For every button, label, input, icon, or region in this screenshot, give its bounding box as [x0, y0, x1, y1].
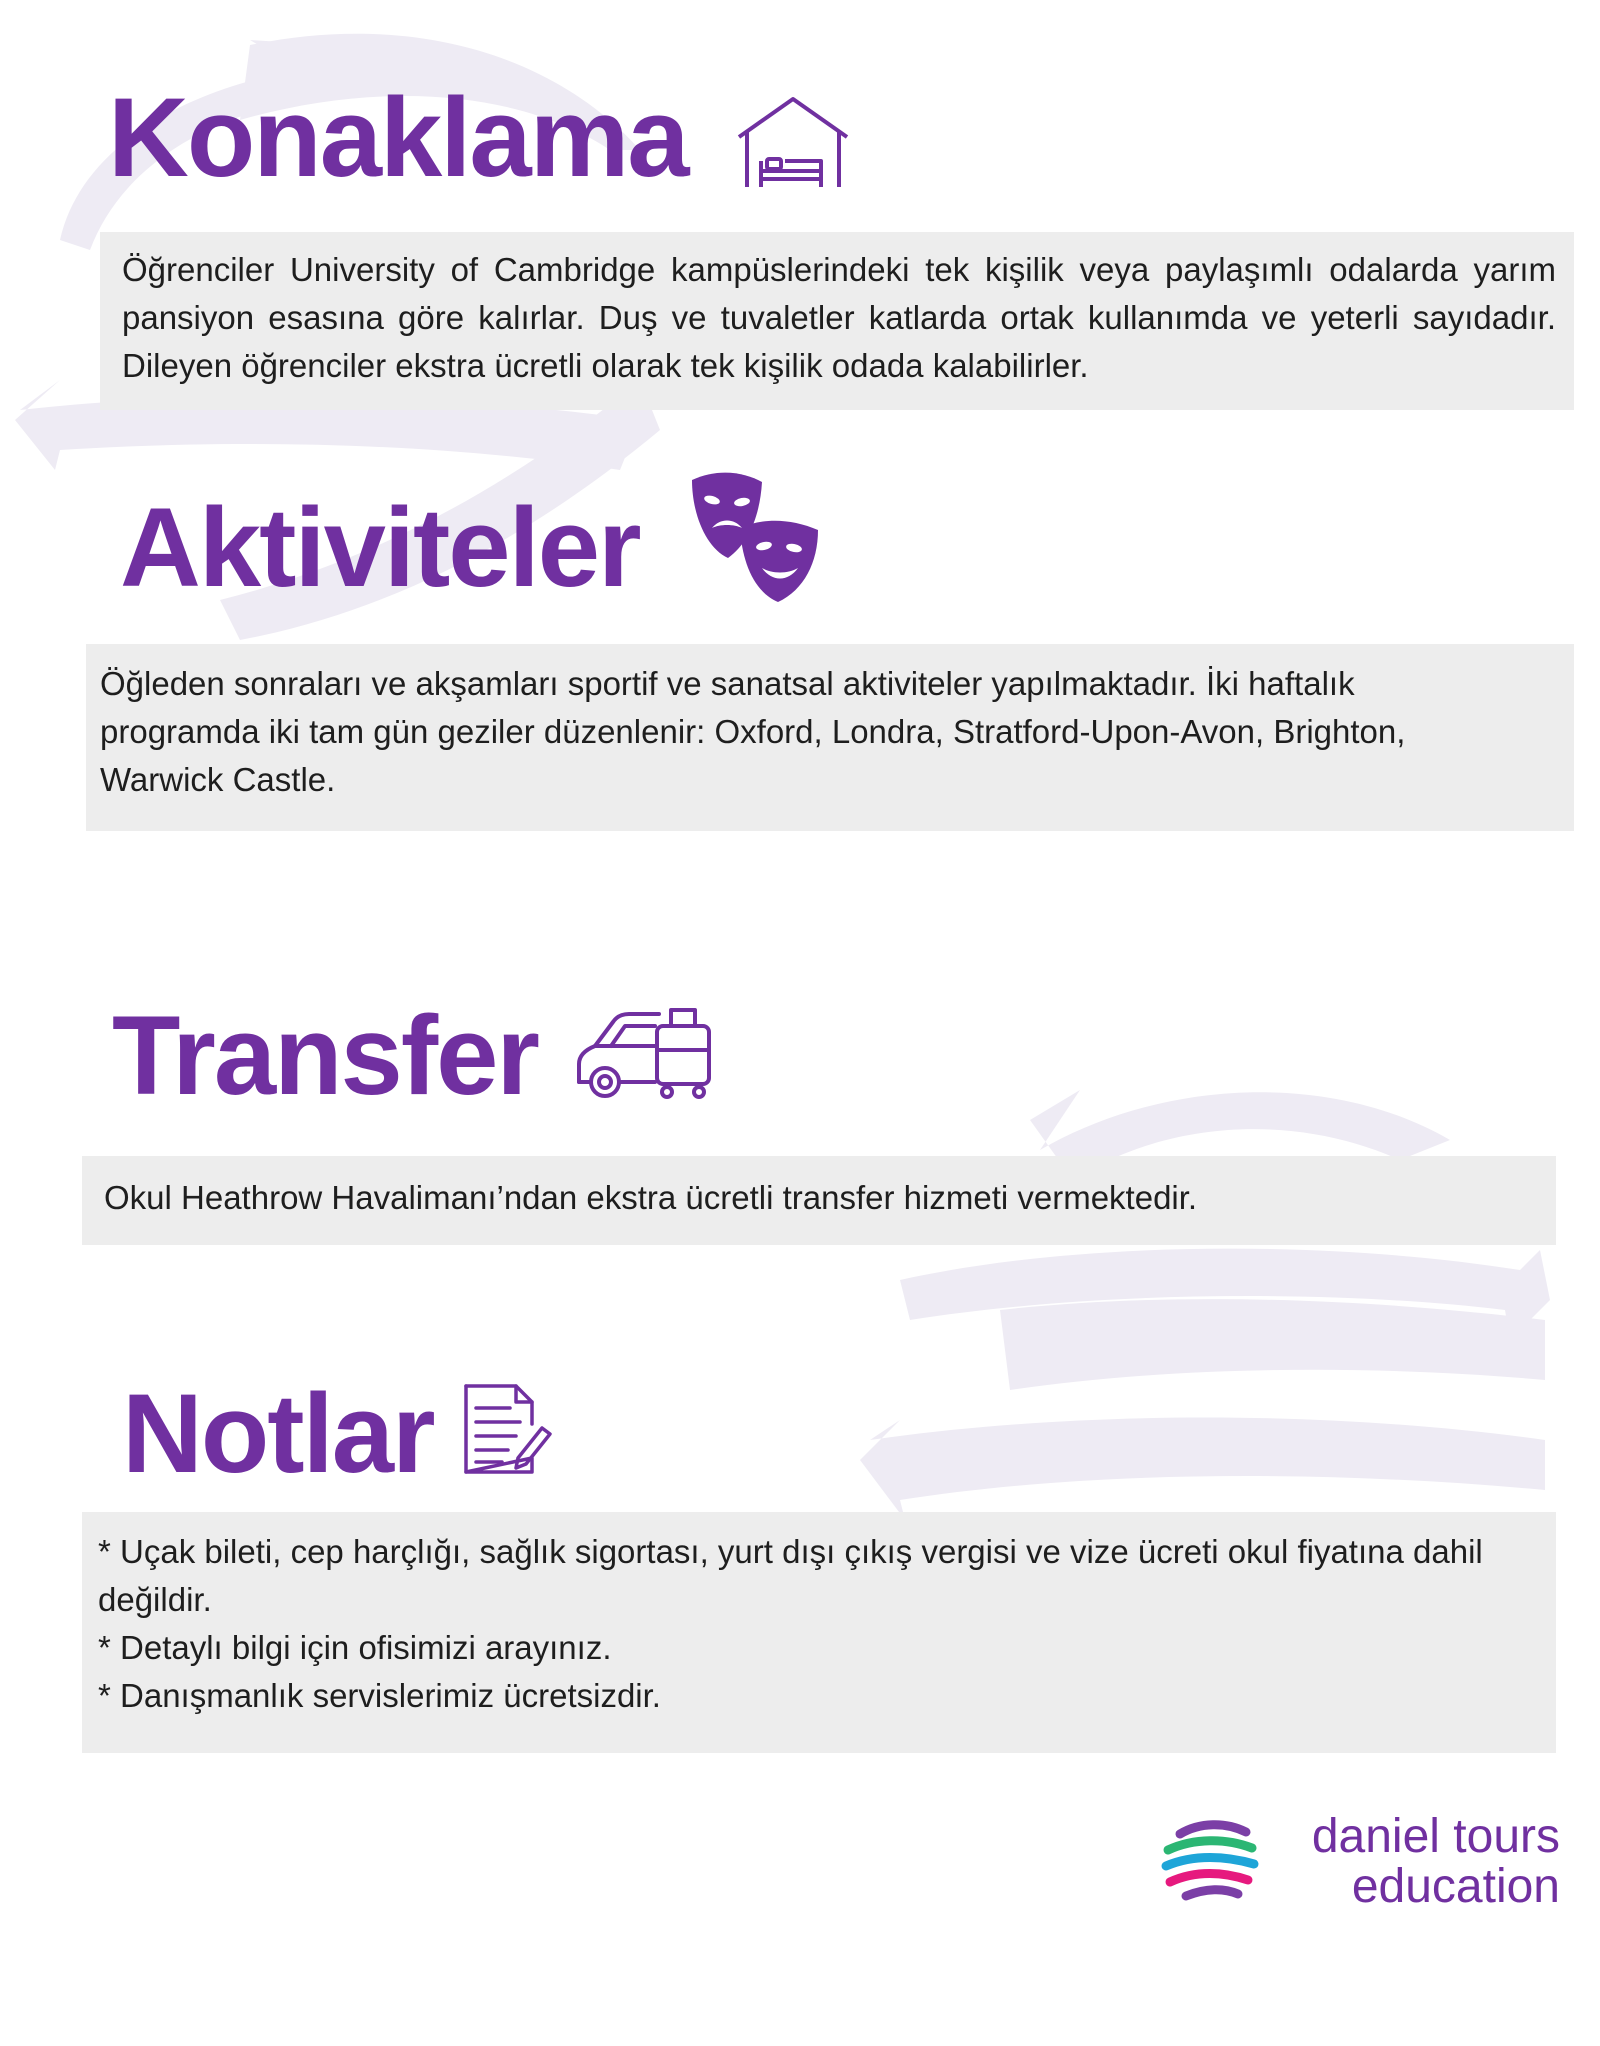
- car-luggage-icon: [575, 1006, 715, 1100]
- accommodation-text-box: [100, 232, 1574, 410]
- section-title-accommodation: Konaklama: [108, 75, 688, 200]
- accommodation-text: Öğrenciler University of Cambridge kampüslerindeki tek kişilik veya paylaşımlı odalarda yarım pansiyon esasına göre kalırlar. Duş ve tuvaletler katlarda ortak kullanımda ve yeterli sayıdadır. Dileyen öğrenciler ekstra ücretli olarak tek kişilik odada kalabilirler.: [122, 251, 1556, 384]
- theater-masks-icon: [688, 470, 828, 604]
- transfer-text-box: [82, 1156, 1556, 1245]
- notes-item-3: * Danışmanlık servislerimiz ücretsizdir.: [98, 1677, 661, 1714]
- activities-text: Öğleden sonraları ve akşamları sportif ve sanatsal aktiviteler yapılmaktadır. İki haftalık programda iki tam gün geziler düzenlenir: Oxford, Londra, Stratford-Upon-Avon, Brighton, Warwick Castle.: [100, 665, 1406, 798]
- notes-text-box: [82, 1512, 1556, 1753]
- document-pen-icon: [462, 1382, 552, 1476]
- logo-swirl-icon: [1160, 1816, 1260, 1906]
- activities-text-box: [86, 644, 1574, 831]
- notes-item-2: * Detaylı bilgi için ofisimizi arayınız.: [98, 1629, 612, 1666]
- logo-text-line1: daniel tours: [1311, 1810, 1560, 1863]
- section-title-transfer: Transfer: [112, 993, 538, 1118]
- daniel-tours-logo: [1160, 1812, 1560, 1922]
- section-title-notes: Notlar: [122, 1371, 434, 1496]
- transfer-text: Okul Heathrow Havalimanı’ndan ekstra ücretli transfer hizmeti vermektedir.: [104, 1179, 1198, 1216]
- notes-item-1: * Uçak bileti, cep harçlığı, sağlık sigortası, yurt dışı çıkış vergisi ve vize ücreti okul fiyatına dahil değildir.: [98, 1533, 1483, 1618]
- logo-text-line2: education: [1351, 1860, 1560, 1913]
- section-title-activities: Aktiviteler: [120, 485, 640, 610]
- house-bed-icon: [735, 95, 851, 191]
